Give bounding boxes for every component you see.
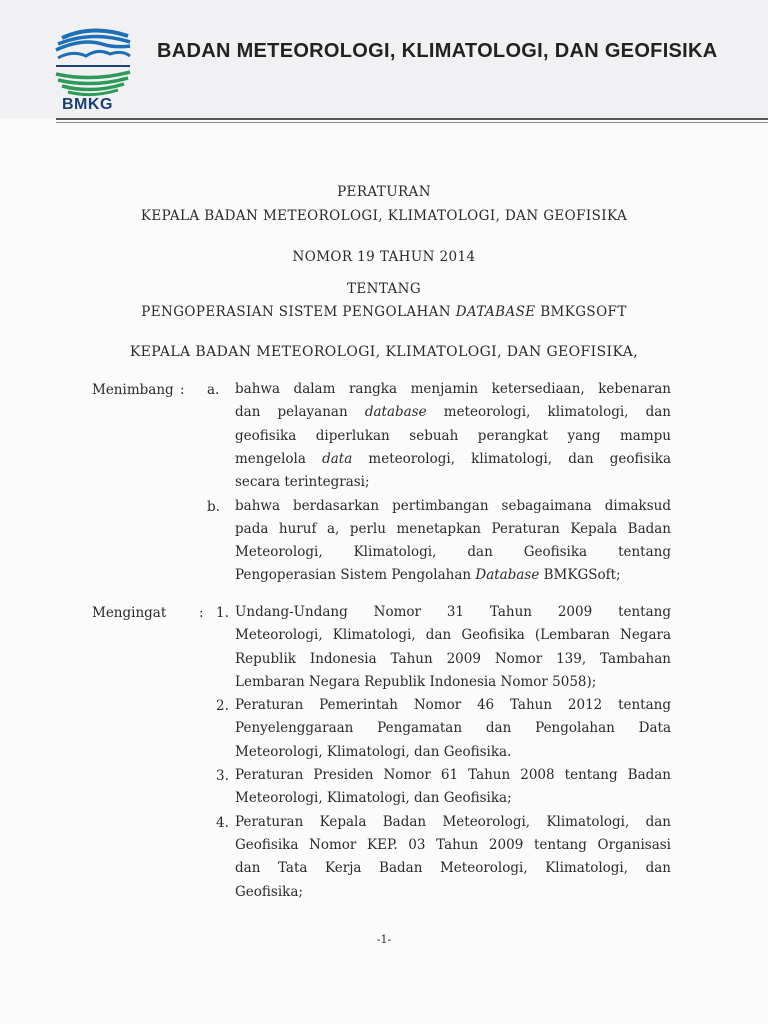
paragraph-line: Peraturan Presiden Nomor 61 Tahun 2008 tentang Badan xyxy=(235,767,671,784)
page-number: -1- xyxy=(376,933,392,946)
paragraph-line: Undang-Undang Nomor 31 Tahun 2009 tentang xyxy=(235,604,671,620)
paragraph-line: Peraturan Pemerintah Nomor 46 Tahun 2012 tentang xyxy=(235,697,671,714)
regulation-number: NOMOR 19 TAHUN 2014 xyxy=(292,249,476,265)
mengingat-item-marker: 4. xyxy=(216,814,229,831)
regulation-subject: PENGOPERASIAN SISTEM PENGOLAHAN DATABASE BMKGSOFT xyxy=(141,304,627,320)
issuing-authority: KEPALA BADAN METEOROLOGI, KLIMATOLOGI, DAN GEOFISIKA xyxy=(140,208,628,224)
paragraph-line: Lembaran Negara Republik Indonesia Nomor 5058); xyxy=(235,673,597,690)
mengingat-item-marker: 2. xyxy=(216,698,229,715)
paragraph-line: dan pelayanan database meteorologi, klimatologi, dan xyxy=(235,404,671,421)
header-divider xyxy=(56,118,768,120)
paragraph-line: Geofisika Nomor KEP. 03 Tahun 2009 tentang Organisasi xyxy=(235,836,671,853)
mengingat-item-marker: 1. xyxy=(216,605,229,621)
paragraph-line: Pengoperasian Sistem Pengolahan Database BMKGSoft; xyxy=(235,567,621,584)
mengingat-item-text xyxy=(235,811,671,904)
paragraph-line: Meteorologi, Klimatologi, dan Geofisika tentang xyxy=(235,544,671,561)
paragraph-line: Meteorologi, Klimatologi, dan Geofisika (Lembaran Negara xyxy=(235,627,671,644)
mengingat-colon: : xyxy=(199,605,204,621)
paragraph-line: geofisika diperlukan sebuah perangkat yang mampu xyxy=(235,427,671,444)
menimbang-item-text xyxy=(235,378,671,494)
mengingat-item-marker: 3. xyxy=(216,768,229,785)
paragraph-line: Peraturan Kepala Badan Meteorologi, Klimatologi, dan xyxy=(235,813,671,830)
paragraph-line: mengelola data meteorologi, klimatologi, dan geofisika xyxy=(235,450,671,467)
paragraph-line: pada huruf a, perlu menetapkan Peraturan Kepala Badan xyxy=(235,520,671,537)
about-label: TENTANG xyxy=(346,281,422,297)
paragraph-line: bahwa dalam rangka menjamin ketersediaan, kebenaran xyxy=(235,381,671,397)
menimbang-label: Menimbang xyxy=(92,382,174,398)
mengingat-item-text xyxy=(235,764,671,811)
menimbang-item-marker: b. xyxy=(207,498,220,515)
menimbang-colon: : xyxy=(180,382,185,398)
mengingat-item-text xyxy=(235,601,671,694)
paragraph-line: Geofisika; xyxy=(235,883,303,900)
mengingat-item-text xyxy=(235,694,671,764)
paragraph-line: Meteorologi, Klimatologi, dan Geofisika; xyxy=(235,790,512,807)
organization-name: BADAN METEOROLOGI, KLIMATOLOGI, DAN GEOFISIKA xyxy=(157,40,718,62)
paragraph-line: Meteorologi, Klimatologi, dan Geofisika. xyxy=(235,743,512,760)
doc-type: PERATURAN xyxy=(337,184,431,200)
menimbang-item-text xyxy=(235,495,671,588)
paragraph-line: dan Tata Kerja Badan Meteorologi, Klimatologi, dan xyxy=(235,860,671,877)
paragraph-line: secara terintegrasi; xyxy=(235,474,370,491)
enacting-authority: KEPALA BADAN METEOROLOGI, KLIMATOLOGI, DAN GEOFISIKA, xyxy=(129,344,639,360)
menimbang-item-marker: a. xyxy=(207,382,220,398)
paragraph-line: Republik Indonesia Tahun 2009 Nomor 139, Tambahan xyxy=(235,650,671,667)
header-divider-thin xyxy=(56,122,768,123)
logo-text: BMKG xyxy=(62,96,113,113)
mengingat-label: Mengingat xyxy=(92,605,167,621)
paragraph-line: Penyelenggaraan Pengamatan dan Pengolahan Data xyxy=(235,720,671,737)
paragraph-line: bahwa berdasarkan pertimbangan sebagaimana dimaksud xyxy=(235,497,671,514)
